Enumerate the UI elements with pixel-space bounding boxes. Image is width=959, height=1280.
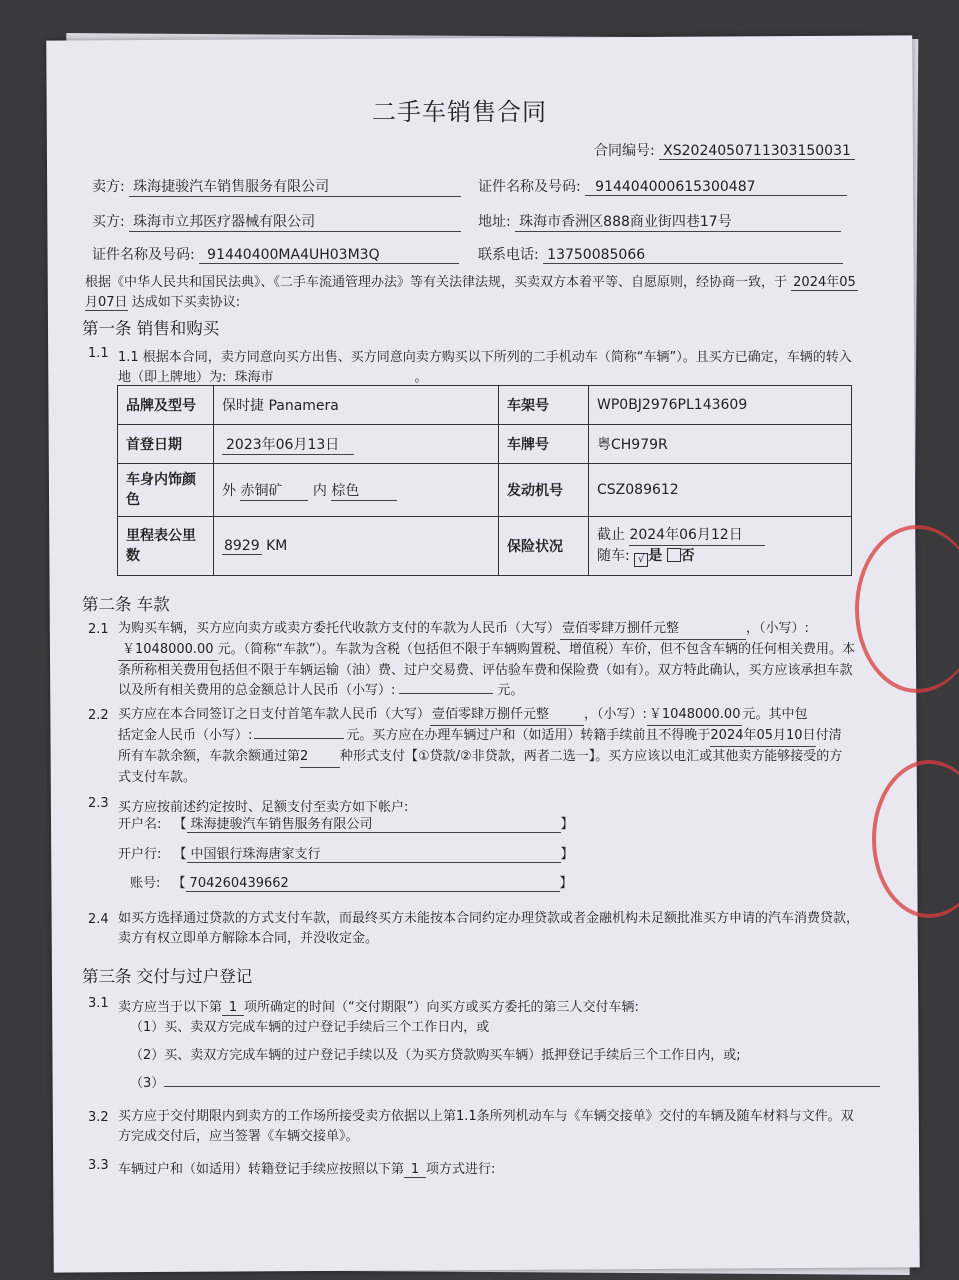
buyer-id-row	[92, 244, 459, 264]
clause-2-2-line-2	[118, 726, 842, 747]
amount-cn: 壹佰零肆万捌仟元整	[430, 705, 584, 726]
account-name: 珠海捷骏汽车销售服务有限公司	[187, 813, 561, 833]
account-name-row	[118, 813, 574, 833]
text: 项所确定的时间（“交付期限”）向买方或买方委托的第三人交付车辆:	[244, 1000, 639, 1015]
clause-2-1-line-3: 条所称相关费用包括但不限于车辆运输（油）费、过户交易费、评估验车费和保险费（如有）。双方特此确认，买方应该承担车款	[118, 663, 853, 678]
mileage-unit: KM	[266, 537, 288, 554]
text: 元。	[497, 683, 524, 698]
color-label: 车身内饰颜色	[118, 464, 214, 517]
reg-cell	[214, 425, 499, 464]
bracket: 【	[172, 876, 186, 891]
clause-3-2-line-2: 方完成交付后，应当签署《车辆交接单》。	[118, 1129, 359, 1144]
text: ，（小写）:	[746, 621, 809, 636]
section-3-heading: 第三条 交付与过户登记	[82, 967, 253, 986]
deposit-blank	[254, 738, 344, 739]
intro-date-b: 月07日	[85, 291, 128, 311]
yes-label: 是	[648, 548, 663, 564]
text: 元。其中包	[742, 707, 808, 722]
vehicle-table	[117, 385, 852, 576]
clause-2-1-num: 2.1	[88, 622, 109, 637]
total-blank	[399, 693, 493, 694]
clause-2-2	[118, 705, 842, 788]
text: 车辆过户和（如适用）转籍登记手续应按照以下第	[118, 1162, 405, 1177]
mileage-cell	[214, 517, 499, 576]
mileage-value: 8929	[224, 537, 260, 554]
clause-1-1-line-2	[118, 366, 428, 386]
transfer-choice: 1	[404, 1162, 426, 1178]
clause-2-1-line-2	[118, 640, 855, 661]
delivery-choice: 1	[222, 1000, 244, 1016]
account-name-label: 开户名:	[118, 817, 162, 832]
intro-text: 根据《中华人民共和国民法典》、《二手车流通管理办法》等有关法律法规，买卖双方本着平等、自愿原则，经协商一致，于	[85, 275, 788, 290]
text: 种形式支付【①贷款/②非贷款，两者二选一】。买方应该以电汇或其他卖方能够接受的方	[340, 749, 843, 764]
clause-3-2	[118, 1107, 854, 1147]
text: ，（小写）:	[584, 707, 647, 722]
text: 付清	[815, 728, 842, 743]
seller-label: 卖方:	[92, 179, 125, 195]
account-no: 704260439662	[186, 876, 560, 892]
text: 买方应在本合同签订之日支付首笔车款人民币（大写）	[118, 707, 431, 722]
bracket: 【	[173, 817, 187, 832]
clause-1-1-line-1: 1.1 根据本合同，卖方同意向买方出售、买方同意向卖方购买以下所列的二手机动车（简称“车辆”）。且买方已确定，车辆的转入	[118, 350, 852, 365]
contract-no-value: XS2024050711303150031	[659, 143, 855, 160]
reg-value: 2023年06月13日	[222, 434, 354, 455]
transfer-city: 珠海市	[231, 366, 415, 386]
table-row	[118, 425, 852, 464]
bracket: 】	[560, 847, 574, 862]
text: 元。（简称“车款”）。车款为含税（包括但不限于车辆购置税、增值税）车价，但不包含车辆的任何相关费用。本	[217, 642, 856, 657]
intro-date-a: 2024年05	[791, 271, 858, 291]
bracket: 【	[173, 847, 187, 862]
engine-value: CSZ089612	[589, 464, 852, 517]
insurance-label: 保险状况	[499, 517, 589, 576]
bank-name: 中国银行珠海唐家支行	[187, 843, 561, 863]
clause-3-1-line-1	[118, 996, 639, 1016]
clause-2-1	[118, 619, 855, 701]
table-row	[118, 517, 852, 576]
option-3-blank	[164, 1086, 880, 1087]
clause-1-1-num: 1.1	[88, 346, 109, 361]
account-no-label: 账号:	[130, 876, 161, 891]
section-2-heading: 第二条 车款	[82, 595, 170, 614]
plate-value: 粤CH979R	[589, 425, 852, 464]
with-car-label: 随车:	[597, 548, 630, 564]
text: 以及所有相关费用的总金额总计人民币（小写）:	[118, 683, 396, 698]
vin-label: 车架号	[499, 386, 589, 425]
bank-row	[118, 843, 574, 863]
seller-row	[92, 176, 461, 197]
delivery-option-2: （2）买、卖双方完成车辆的过户登记手续以及（为买方贷款购买车辆）抵押登记手续后三个工作日内，或;	[130, 1048, 741, 1063]
buyer-row	[92, 211, 461, 232]
with-car-row	[597, 546, 843, 567]
no-checkbox[interactable]	[667, 548, 681, 562]
bracket: 】	[559, 876, 573, 891]
text: （3）	[130, 1076, 165, 1091]
transfer-city-label: 地（即上牌地）为:	[118, 370, 227, 385]
plate-label: 车牌号	[499, 425, 589, 464]
clause-3-2-line-1: 买方应于交付期限内到卖方的工作场所接受卖方依据以上第1.1条所列机动车与《车辆交接单》交付的车辆及随车材料与文件。双	[118, 1109, 854, 1124]
clause-2-1-line-1	[118, 619, 855, 640]
clause-2-2-line-1	[118, 705, 842, 726]
no-label: 否	[680, 548, 695, 564]
ins-prefix: 截止	[597, 527, 625, 543]
buyer-id-label: 证件名称及号码:	[92, 247, 195, 263]
buyer-phone-label: 联系电话:	[478, 247, 539, 263]
clause-2-4-num: 2.4	[88, 912, 109, 927]
ext-prefix: 外	[222, 482, 236, 499]
clause-3-1-num: 3.1	[88, 996, 109, 1011]
pay-method: 2	[300, 747, 340, 768]
engine-label: 发动机号	[499, 464, 589, 517]
seller-id-label: 证件名称及号码:	[478, 179, 581, 195]
document-title: 二手车销售合同	[372, 98, 547, 126]
insurance-cell	[589, 517, 852, 576]
reg-label: 首登日期	[118, 425, 214, 464]
text: 为购买车辆，买方应向卖方或卖方委托代收款方支付的车款为人民币（大写）	[118, 621, 561, 636]
text: 所有车款余额，车款余额通过第	[118, 749, 301, 764]
clause-2-3-num: 2.3	[88, 796, 109, 811]
delivery-option-1: （1）买、卖双方完成车辆的过户登记手续后三个工作日内，或	[130, 1020, 490, 1035]
brand-value: 保时捷 Panamera	[214, 386, 499, 425]
clause-2-2-num: 2.2	[88, 708, 109, 723]
buyer-addr-value: 珠海市香洲区888商业街四巷17号	[515, 211, 841, 232]
seller-id-row	[478, 176, 847, 196]
buyer-addr-row	[478, 211, 841, 232]
buyer-name: 珠海市立邦医疗器械有限公司	[129, 211, 461, 232]
intro-line-2	[85, 291, 240, 311]
seller-id-value: 914404000615300487	[585, 179, 847, 196]
clause-2-1-line-4	[118, 681, 855, 701]
buyer-label: 买方:	[92, 214, 125, 230]
clause-3-3-line-1	[118, 1158, 495, 1178]
text: 项方式进行:	[426, 1162, 496, 1177]
account-no-row	[130, 872, 573, 892]
seller-name: 珠海捷骏汽车销售服务有限公司	[129, 176, 461, 197]
contract-no	[594, 140, 855, 160]
table-row	[118, 386, 852, 425]
clause-2-2-line-4: 式支付车款。	[118, 770, 197, 785]
intro-text-2: 达成如下买卖协议:	[131, 295, 241, 310]
ext-color: 赤铜矿	[240, 480, 308, 501]
amount: ￥1048000.00	[118, 640, 218, 661]
brand-label: 品牌及型号	[118, 386, 214, 425]
delivery-option-3	[130, 1072, 880, 1091]
color-cell	[214, 464, 499, 517]
amount-cn: 壹佰零肆万捌仟元整	[560, 619, 746, 640]
pay-date: 2024年05月10日	[710, 726, 815, 747]
buyer-id-value: 91440400MA4UH03M3Q	[199, 247, 459, 264]
clause-3-3-num: 3.3	[88, 1158, 109, 1173]
bracket: 】	[560, 817, 574, 832]
clause-2-3-intro: 买方应按前述约定按时、足额支付至卖方如下帐户:	[118, 800, 409, 815]
clause-3-2-num: 3.2	[88, 1110, 109, 1125]
contract-no-label: 合同编号:	[594, 143, 655, 159]
clause-2-4-line-2: 卖方有权立即单方解除本合同，并没收定金。	[118, 931, 379, 946]
int-color: 棕色	[331, 480, 397, 501]
intro-line-1	[85, 271, 858, 291]
text: 元。买方应在办理车辆过户和（如适用）转籍手续前且不得晚于	[346, 728, 711, 743]
mileage-label: 里程表公里数	[118, 517, 214, 576]
vin-value: WP0BJ2976PL143609	[589, 386, 852, 425]
buyer-phone-value: 13750085066	[543, 247, 843, 264]
amount: ￥1048000.00	[647, 705, 743, 726]
clause-2-4-line-1: 如买方选择通过贷款的方式支付车款，而最终买方未能按本合同约定办理贷款或者金融机构未足额批准买方申请的汽车消费贷款，	[118, 911, 860, 926]
insurance-until	[597, 525, 843, 546]
clause-2-4	[118, 909, 859, 949]
text: 括定金人民币（小写）:	[118, 728, 253, 743]
bank-label: 开户行:	[118, 847, 162, 862]
period: 。	[414, 370, 428, 385]
yes-checkbox[interactable]: √	[634, 553, 648, 567]
buyer-phone-row	[478, 244, 843, 264]
section-1-heading: 第一条 销售和购买	[82, 319, 220, 338]
buyer-addr-label: 地址:	[478, 214, 511, 230]
text: 卖方应当于以下第	[118, 1000, 223, 1015]
ins-date: 2024年06月12日	[629, 525, 765, 546]
table-row	[118, 464, 852, 517]
clause-2-2-line-3	[118, 747, 842, 768]
int-prefix: 内	[312, 482, 327, 499]
